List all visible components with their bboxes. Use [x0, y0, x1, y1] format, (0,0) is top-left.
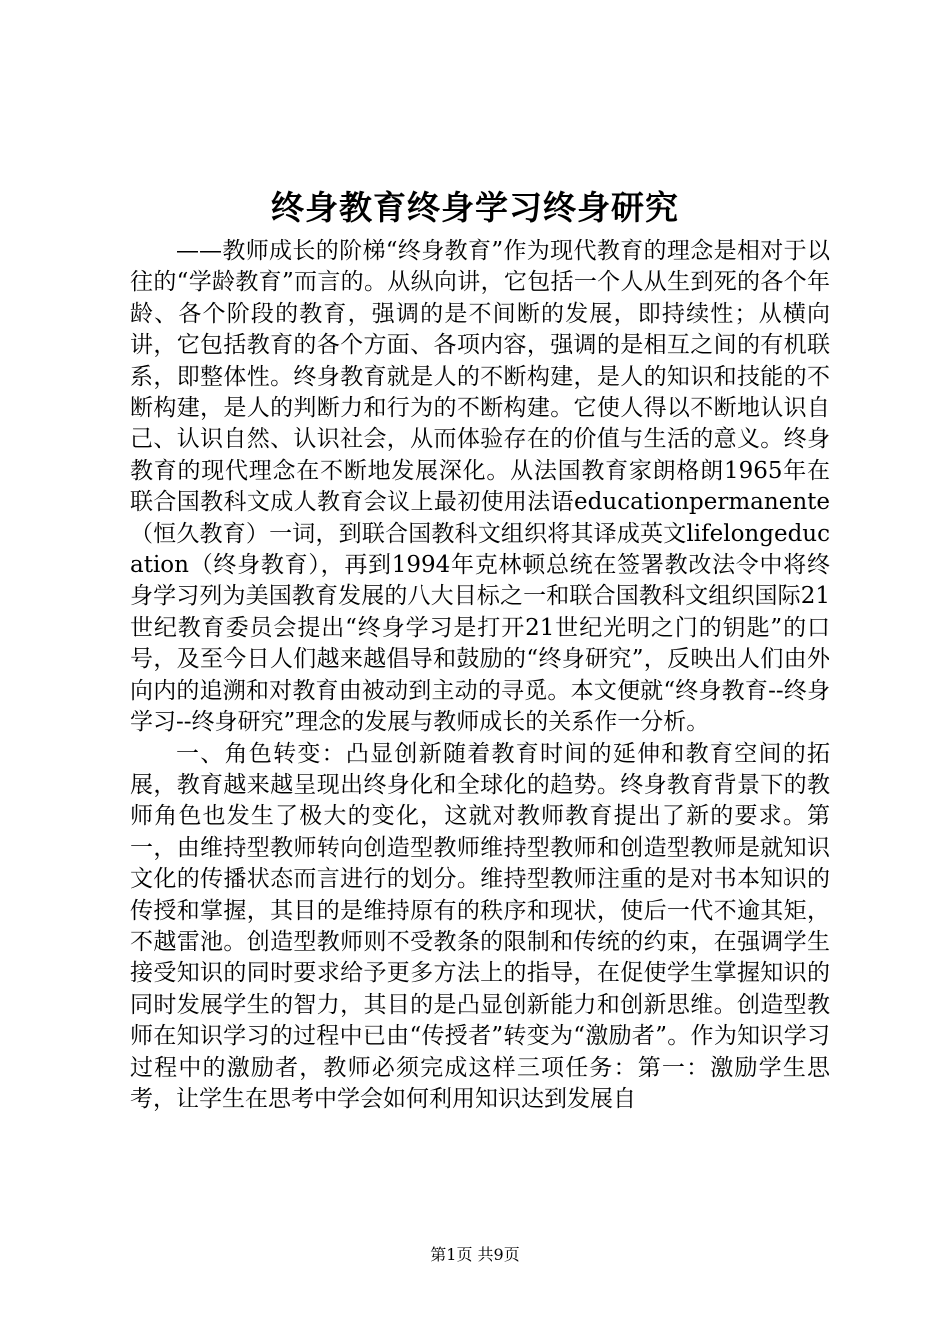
page-number: 第1页 共9页	[430, 1245, 520, 1264]
document-title: 终身教育终身学习终身研究	[271, 188, 679, 227]
paragraph-role-change: 一、角色转变：凸显创新随着教育时间的延伸和教育空间的拓展，教育越来越呈现出终身化和全球化的趋势。终身教育背景下的教师角色也发生了极大的变化，这就对教师教育提出了新的要求。第一，由维持型教师转向创造型教师维持型教师和创造型教师是就知识文化的传播状态而言进行的划分。维持型教师注重的是对书本知识的传授和掌握，其目的是维持原有的秩序和现状，使后一代不逾其矩，不越雷池。创造型教师则不受教条的限制和传统的约束，在强调学生接受知识的同时要求给予更多方法上的指导，在促使学生掌握知识的同时发展学生的智力，其目的是凸显创新能力和创新思维。创造型教师在知识学习的过程中已由“传授者”转变为“激励者”。作为知识学习过程中的激励者，教师必须完成这样三项任务：第一：激励学生思考，让学生在思考中学会如何利用知识达到发展自	[130, 740, 830, 1112]
document-body	[130, 236, 830, 1115]
paragraph-intro: ——教师成长的阶梯“终身教育”作为现代教育的理念是相对于以往的“学龄教育”而言的。从纵向讲，它包括一个人从生到死的各个年龄、各个阶段的教育，强调的是不间断的发展，即持续性；从横向讲，它包括教育的各个方面、各项内容，强调的是相互之间的有机联系，即整体性。终身教育就是人的不断构建，是人的知识和技能的不断构建，是人的判断力和行为的不断构建。它使人得以不断地认识自己、认识自然、认识社会，从而体验存在的价值与生活的意义。终身教育的现代理念在不断地发展深化。从法国教育家朗格朗1965年在联合国教科文成人教育会议上最初使用法语educationpermanente（恒久教育）一词，到联合国教科文组织将其译成英文lifelongeducation（终身教育），再到1994年克林顿总统在签署教改法令中将终身学习列为美国教育发展的八大目标之一和联合国教科文组织国际21世纪教育委员会提出“终身学习是打开21世纪光明之门的钥匙”的口号，及至今日人们越来越倡导和鼓励的“终身研究”，反映出人们由外向内的追溯和对教育由被动到主动的寻觅。本文便就“终身教育--终身学习--终身研究”理念的发展与教师成长的关系作一分析。	[130, 238, 830, 736]
